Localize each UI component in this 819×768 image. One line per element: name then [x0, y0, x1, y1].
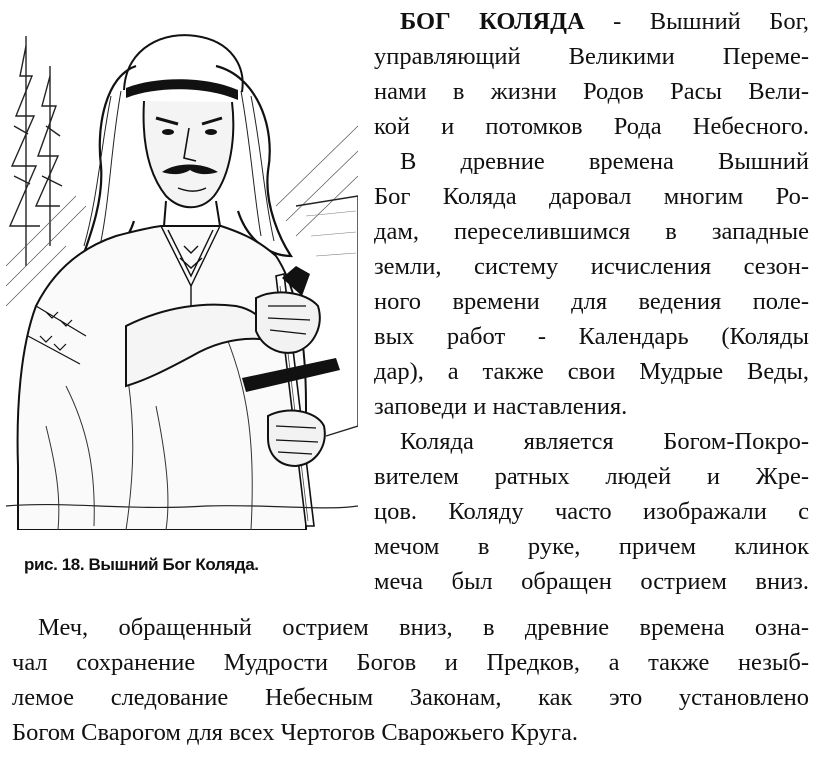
text-line: кой и потомков Рода Небесного.	[374, 113, 809, 140]
text-line: Бог Коляда даровал многим Ро-	[374, 183, 809, 210]
lower-hand	[268, 411, 325, 466]
text-line: Коляда является Богом-Покро-	[400, 428, 809, 455]
text-line: БОГ КОЛЯДА - Вышний Бог,	[400, 8, 809, 35]
text-line: лемое следование Небесным Законам, как это установлено	[12, 684, 809, 711]
text-line: заповеди и наставления.	[374, 393, 628, 420]
text-line: земли, систему исчисления сезон-	[374, 253, 809, 280]
text-line: дар), а также свои Мудрые Веды,	[374, 358, 809, 385]
trees-background	[10, 36, 62, 266]
text-line: мечом в руке, причем клинок	[374, 533, 809, 560]
article-heading: БОГ КОЛЯДА	[400, 8, 585, 35]
hand	[256, 292, 320, 352]
kolyada-illustration	[6, 6, 358, 530]
article-right-column	[374, 4, 809, 599]
headband	[126, 79, 238, 100]
text-line: Меч, обращенный острием вниз, в древние времена озна-	[38, 614, 809, 641]
text-line: дам, переселившимся в западные	[374, 218, 809, 245]
figure-caption: рис. 18. Вышний Бог Коляда.	[24, 555, 259, 574]
text-line: Богом Сварогом для всех Чертогов Сварожьего Круга.	[12, 719, 579, 746]
text-line: чал сохранение Мудрости Богов и Предков, а также незыб-	[12, 649, 809, 676]
text-line: нами в жизни Родов Расы Вели-	[374, 78, 809, 105]
article-bottom-paragraph	[12, 610, 809, 750]
text-line: ного времени для ведения поле-	[374, 288, 809, 315]
illustration-drawing	[6, 6, 358, 530]
text-line: управляющий Великими Переме-	[374, 43, 809, 70]
text-line: цов. Коляду часто изображали с	[374, 498, 809, 525]
text-line: меча был обращен острием вниз.	[374, 568, 809, 595]
text-line: В древние времена Вышний	[400, 148, 809, 175]
text-line: вых работ - Календарь (Коляды	[374, 323, 809, 350]
text-line: вителем ратных людей и Жре-	[374, 463, 809, 490]
